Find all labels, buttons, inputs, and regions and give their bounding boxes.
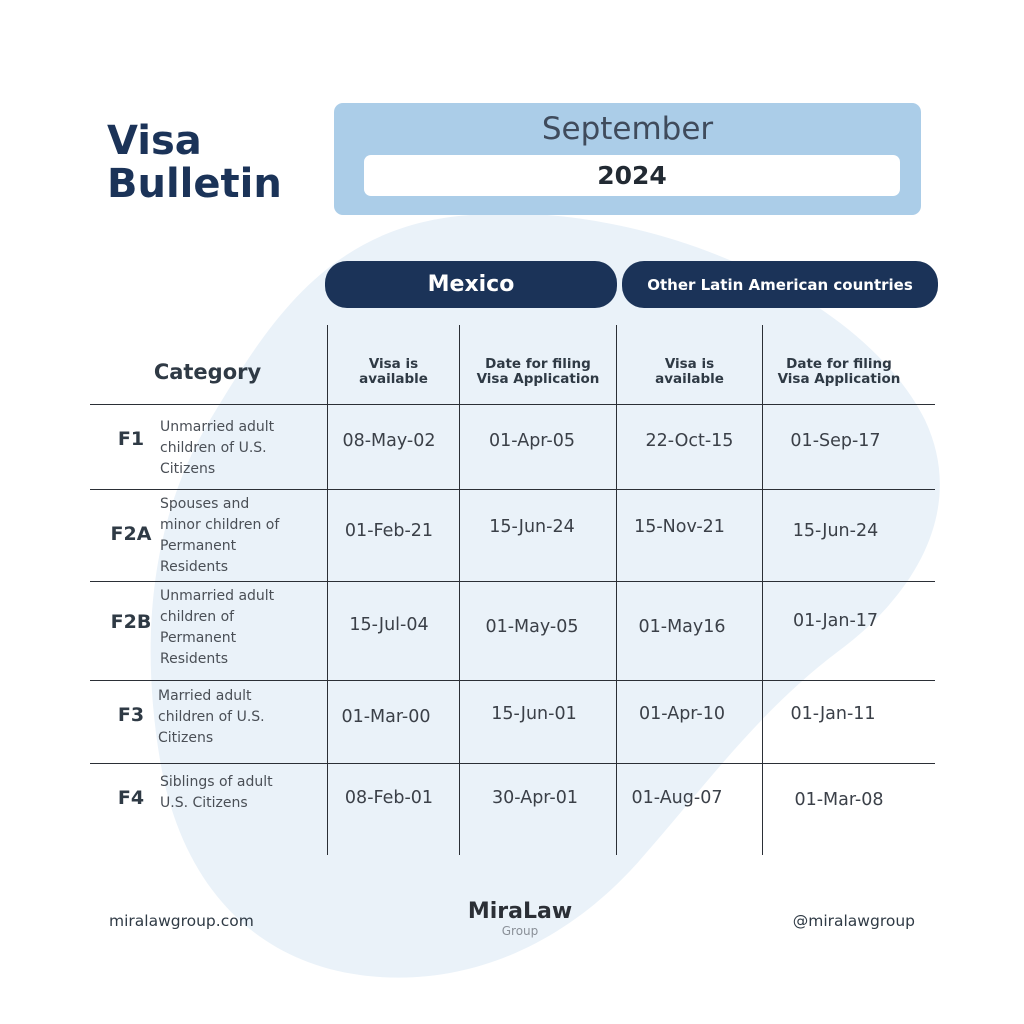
- table-cell: 01-Jan-11: [790, 704, 876, 724]
- other-countries-group-header: Other Latin American countries: [622, 261, 938, 308]
- website-link[interactable]: miralawgroup.com: [109, 912, 254, 930]
- table-cell: 01-Apr-10: [639, 704, 725, 724]
- date-panel: [334, 103, 921, 215]
- page-title: [107, 120, 282, 206]
- table-cell: 08-May-02: [342, 431, 436, 451]
- category-header: Category: [153, 360, 262, 384]
- category-code: F1: [117, 428, 145, 450]
- logo-main-text: MiraLaw: [467, 899, 573, 924]
- logo-sub-text: Group: [501, 924, 539, 938]
- table-cell: 01-Aug-07: [631, 788, 723, 808]
- table-cell: 08-Feb-01: [344, 788, 434, 808]
- table-cell: 22-Oct-15: [645, 431, 734, 451]
- column-header: Visa is available: [655, 356, 724, 387]
- table-cell: 30-Apr-01: [492, 788, 578, 808]
- column-header: Visa is available: [359, 356, 428, 387]
- table-cell: 01-May-05: [485, 617, 579, 637]
- table-cell: 01-May16: [638, 617, 726, 637]
- social-handle[interactable]: @miralawgroup: [792, 912, 915, 930]
- month-label: September: [541, 111, 714, 147]
- category-code: F3: [117, 704, 145, 726]
- column-header: Date for filing Visa Application: [777, 356, 901, 387]
- category-description: Unmarried adult children of U.S. Citizens: [160, 419, 275, 477]
- table-cell: 01-Apr-05: [489, 431, 575, 451]
- column-header: Date for filing Visa Application: [476, 356, 600, 387]
- table-cell: 15-Jun-01: [491, 704, 577, 724]
- table-cell: 01-Mar-00: [341, 707, 431, 727]
- miralaw-logo: [420, 900, 620, 938]
- title-line-2: Bulletin: [107, 161, 282, 207]
- table-cell: 01-Feb-21: [344, 521, 434, 541]
- category-description: Married adult children of U.S. Citizens: [158, 688, 265, 746]
- table-cell: 01-Sep-17: [790, 431, 881, 451]
- mexico-group-header: Mexico: [325, 261, 617, 308]
- table-cell: 01-Jan-17: [792, 611, 879, 631]
- title-line-1: Visa: [107, 118, 202, 164]
- category-code: F2A: [110, 523, 152, 545]
- table-cell: 01-Mar-08: [794, 790, 884, 810]
- category-code: F4: [117, 787, 145, 809]
- category-description: Unmarried adult children of Permanent Residents: [160, 588, 275, 667]
- table-cell: 15-Jun-24: [792, 521, 879, 541]
- table-cell: 15-Jul-04: [349, 615, 429, 635]
- year-label: 2024: [364, 155, 900, 196]
- category-description: Spouses and minor children of Permanent Residents: [160, 496, 280, 575]
- category-description: Siblings of adult U.S. Citizens: [160, 774, 273, 811]
- category-code: F2B: [110, 611, 152, 633]
- table-cell: 15-Jun-24: [489, 517, 575, 537]
- table-cell: 15-Nov-21: [634, 517, 725, 537]
